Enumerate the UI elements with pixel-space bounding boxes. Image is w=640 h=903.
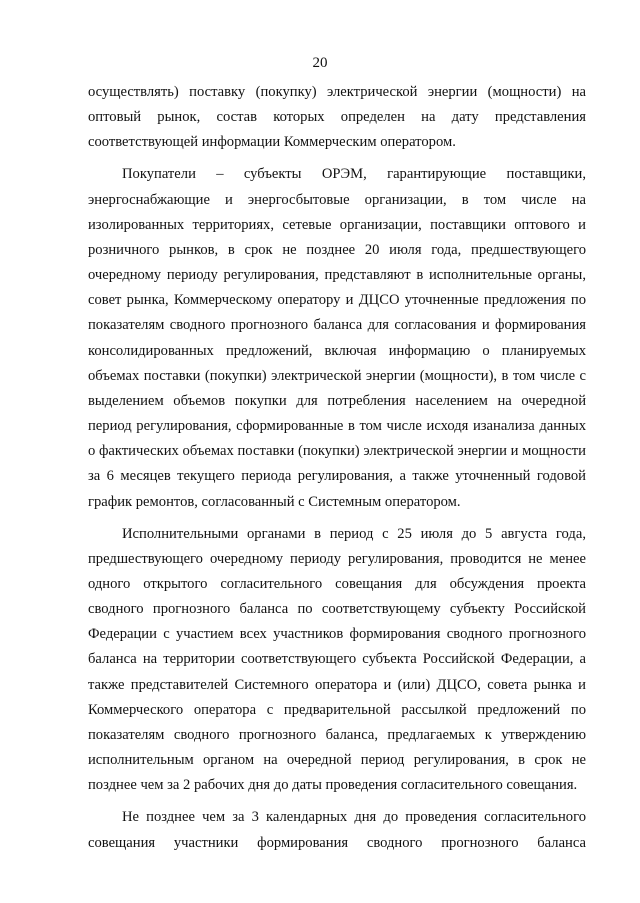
paragraph-deadline: Не позднее чем за 3 календарных дня до проведения согласительного совещания участники формирования сводного прогнозного баланса: [88, 809, 586, 851]
document-body: [88, 80, 586, 856]
paragraph-buyers: Покупатели – субъекты ОРЭМ, гарантирующие поставщики, энергоснабжающие и энергосбытовые организации, в том числе на изолированных территориях, сетевые организации, поставщики оптового и розничного рынков, в срок не позднее 20 июля года, предшествующего очередному периоду регулирования, представляют в исполнительные органы, совет рынка, Коммерческому оператору и ДЦСО уточненные предложения по показателям сводного прогнозного баланса для согласования и формирования консолидированных предложений, включая информацию о планируемых объемах поставки (покупки) электрической энергии (мощности), в том числе с выделением объемов покупки для потребления населением на очередной период регулирования, сформированные в том числе исходя изанализа данных о фактических объемах поставки (покупки) электрической энергии и мощности за 6 месяцев текущего периода регулирования, а также уточненный годовой график ремонтов, согласованный с Системным оператором.: [88, 166, 586, 510]
paragraph-continuation: осуществлять) поставку (покупку) электрической энергии (мощности) на оптовый рынок, состав которых определен на дату представления соответствующей информации Коммерческим оператором.: [88, 84, 586, 151]
page-number: 20: [312, 55, 328, 71]
paragraph-executive-bodies: Исполнительными органами в период с 25 июля до 5 августа года, предшествующего очередному периоду регулирования, проводится не менее одного открытого согласительного совещания для обсуждения проекта сводного прогнозного баланса по соответствующему субъекту Российской Федерации с участием всех участников формирования сводного прогнозного баланса на территории соответствующего субъекта Российской Федерации, а также представителей Системного оператора и (или) ДЦСО, совета рынка и Коммерческого оператора с предварительной рассылкой предложений по показателям сводного прогнозного баланса, предлагаемых к утверждению исполнительным органом на очередной период регулирования, в срок не позднее чем за 2 рабочих дня до даты проведения согласительного совещания.: [88, 525, 586, 794]
